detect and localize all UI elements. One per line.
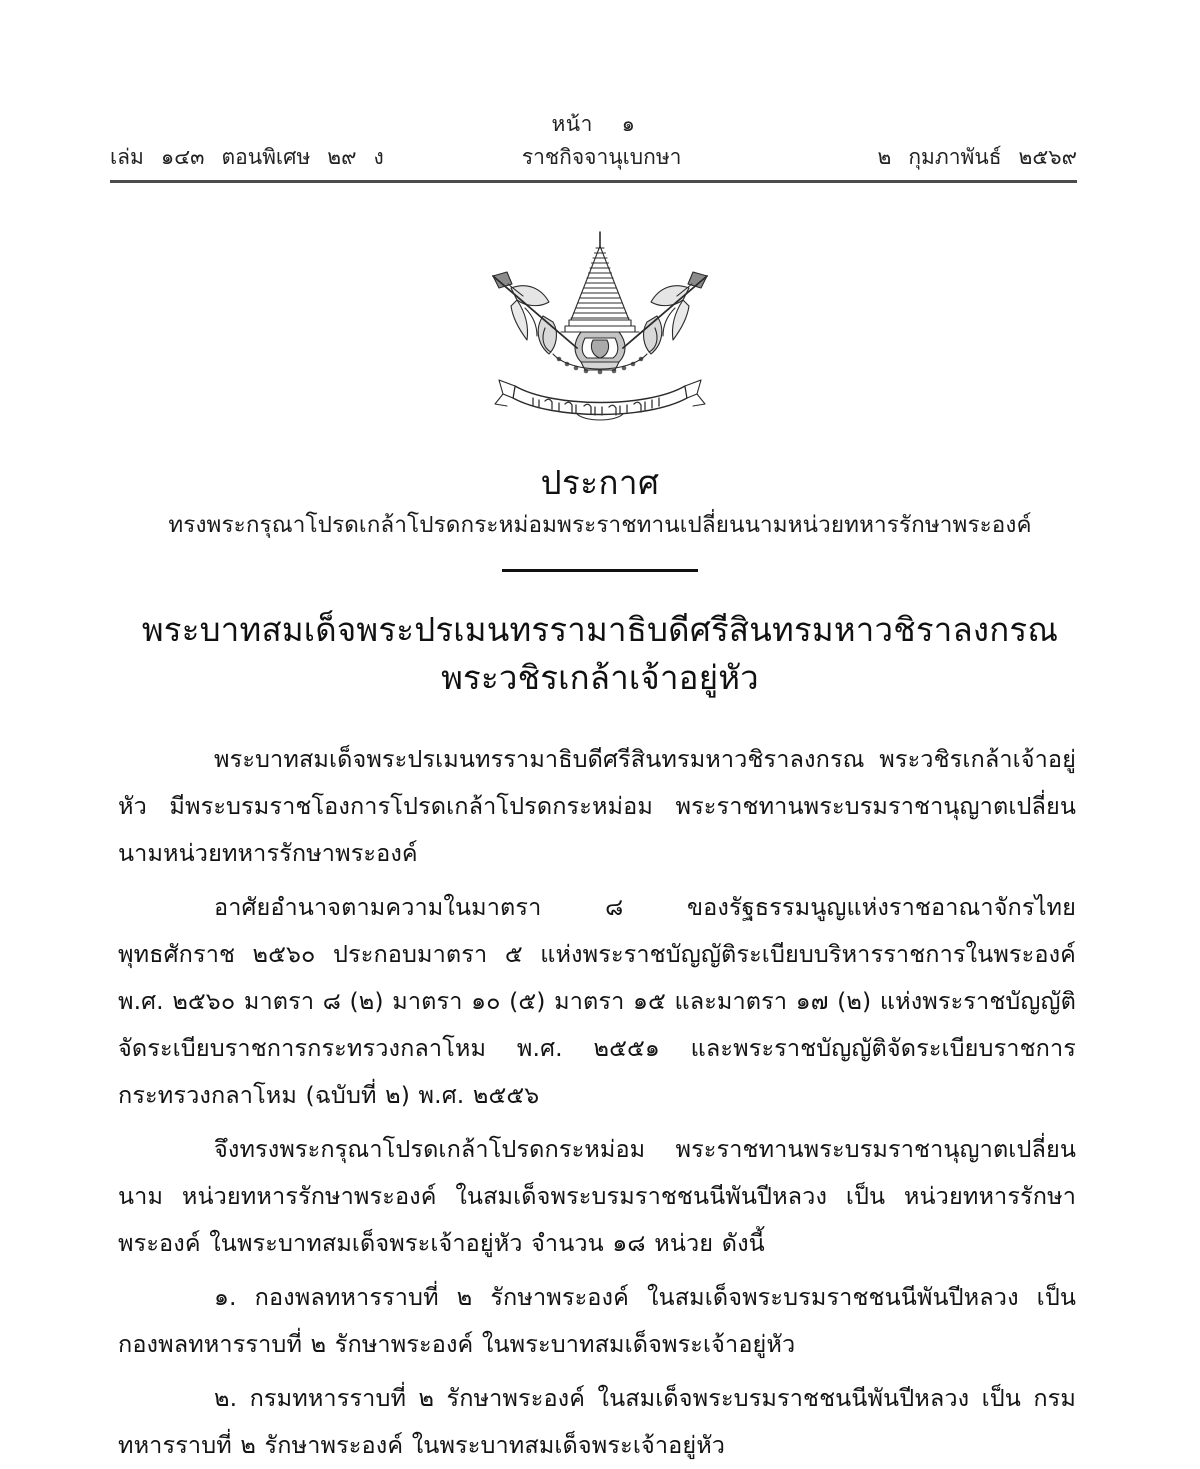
title-block [110,462,1090,572]
unit-list-item-1: ๑. กองพลทหารราบที่ ๒ รักษาพระองค์ ในสมเด็จพระบรมราชชนนีพันปีหลวง เป็น กองพลทหารราบที่ ๒ รักษาพระองค์ ในพระบาทสมเด็จพระเจ้าอยู่หัว [118,1283,1076,1358]
volume-number: ๑๔๓ [160,145,205,169]
date-day: ๒ [877,145,892,169]
date-month: กุมภาพันธ์ [908,145,1002,169]
page-number: ๑ [621,112,636,136]
royal-name-line-1: พระบาทสมเด็จพระปรเมนทรรามาธิบดีศรีสินทรมหาวชิราลงกรณ [141,610,1059,649]
gazette-name: ราชกิจจานุเบกษา [521,145,682,169]
body-paragraph-3: จึงทรงพระกรุณาโปรดเกล้าโปรดกระหม่อม พระราชทานพระบรมราชานุญาตเปลี่ยนนาม หน่วยทหารรักษาพระองค์ ในสมเด็จพระบรมราชชนนีพันปีหลวง เป็น หน่วยทหารรักษาพระองค์ ในพระบาทสมเด็จพระเจ้าอยู่หัว จำนวน ๑๘ หน่วย ดังนี้ [118,1135,1076,1257]
masthead-divider [110,180,1077,183]
emblem-container [0,228,1200,428]
royal-thai-garuda-emblem-icon [481,228,719,428]
section-number: ๒๙ [327,145,357,169]
page-masthead [110,108,1077,186]
section-letter: ง [373,145,384,169]
volume-label: เล่ม [110,145,144,169]
body-paragraph-2: อาศัยอำนาจตามความในมาตรา ๘ ของรัฐธรรมนูญแห่งราชอาณาจักรไทย พุทธศักราช ๒๕๖๐ ประกอบมาตรา ๕ แห่งพระราชบัญญัติระเบียบบริหารราชการในพระองค์ พ.ศ. ๒๕๖๐ มาตรา ๘ (๒) มาตรา ๑๐ (๕) มาตรา ๑๕ และมาตรา ๑๗ (๒) แห่งพระราชบัญญัติจัดระเบียบราชการกระทรวงกลาโหม พ.ศ. ๒๕๕๑ และพระราชบัญญัติจัดระเบียบราชการกระทรวงกลาโหม (ฉบับที่ ๒) พ.ศ. ๒๕๕๖ [118,893,1076,1109]
document-subtitle: ทรงพระกรุณาโปรดเกล้าโปรดกระหม่อมพระราชทานเปลี่ยนนามหน่วยทหารรักษาพระองค์ [168,512,1032,539]
document-kind-heading: ประกาศ [540,463,660,502]
date-year: ๒๕๖๙ [1018,145,1077,169]
masthead-row [110,141,1077,175]
page-number-group [110,108,1077,141]
document-body [118,736,1076,1469]
page-label: หน้า [551,112,593,136]
title-divider [502,569,698,572]
section-label: ตอนพิเศษ [221,145,311,169]
royal-name-line-2: พระวชิรเกล้าเจ้าอยู่หัว [441,657,759,697]
volume-group [110,141,384,174]
royal-name-heading [110,606,1090,702]
unit-list-item-2: ๒. กรมทหารราบที่ ๒ รักษาพระองค์ ในสมเด็จพระบรมราชชนนีพันปีหลวง เป็น กรมทหารราบที่ ๒ รักษาพระองค์ ในพระบาทสมเด็จพระเจ้าอยู่หัว [118,1384,1076,1459]
body-paragraph-1: พระบาทสมเด็จพระปรเมนทรรามาธิบดีศรีสินทรมหาวชิราลงกรณ พระวชิรเกล้าเจ้าอยู่หัว มีพระบรมราชโองการโปรดเกล้าโปรดกระหม่อม พระราชทานพระบรมราชานุญาตเปลี่ยนนามหน่วยทหารรักษาพระองค์ [118,745,1076,867]
publication-date-group [877,141,1077,174]
